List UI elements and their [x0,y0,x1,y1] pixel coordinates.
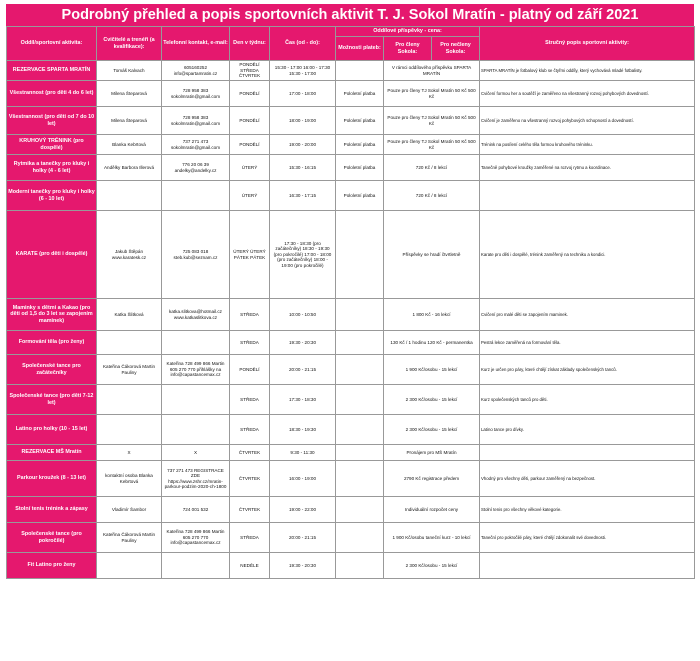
trainer-cell [97,181,162,211]
table-row [7,523,695,553]
fee-cell: Individuální rozpočet ceny [384,497,480,523]
activity-cell: REZERVACE SPARTA MRATÍN [7,61,97,81]
trainer-cell: X [97,445,162,461]
table-row [7,553,695,579]
payment-cell [336,385,384,415]
description-cell: Kurz společenských tanců pro děti. [480,385,695,415]
description-cell [480,445,695,461]
trainer-cell: Kateřina Čákorová Martin Pauliny [97,523,162,553]
description-cell: Karate pro děti i dospělé, trénink zaměřený na techniku a kondici. [480,211,695,299]
activity-cell: REZERVACE MŠ Mratín [7,445,97,461]
day-cell: ČTVRTEK [230,445,270,461]
contact-cell: 737 271 473 REGISTRACE ZDE https://www.zshr.cz/mratin-parkour-podzim-2020-ch-1800 [162,461,230,497]
activity-cell: Rytmika a tanečky pro kluky i holky (4 - 6 let) [7,155,97,181]
activities-table [6,26,695,579]
contact-cell: 728 958 383 sokolmratin@gmail.com [162,81,230,107]
fee-cell: 1 900 Kč/osobu taneční kurz - 10 lekcí [384,523,480,553]
header-time: Čas (od - do): [270,27,336,61]
payment-cell [336,415,384,445]
payment-cell [336,461,384,497]
contact-cell [162,181,230,211]
payment-cell [336,523,384,553]
day-cell: STŘEDA [230,331,270,355]
contact-cell: 605160252 info@spartamratin.cz [162,61,230,81]
header-trainer: Cvičitelé a trenéři (a kvalifikace): [97,27,162,61]
activity-cell: Stolní tenis trénink a zápasy [7,497,97,523]
activity-cell: Všestrannost (pro děti od 7 do 10 let) [7,107,97,135]
trainer-cell: Milena Šteparová [97,107,162,135]
time-cell: 19:30 - 20:30 [270,331,336,355]
description-cell: Latino tance pro dívky. [480,415,695,445]
day-cell: ČTVRTEK [230,461,270,497]
contact-cell [162,415,230,445]
payment-cell [336,299,384,331]
trainer-cell: Andělky Barbora Illerová [97,155,162,181]
time-cell: 19:00 - 22:00 [270,497,336,523]
contact-cell: katka.slitkova@hotmail.cz www.katkaslitkova.cz [162,299,230,331]
contact-cell: 776 20 06 39 andelky@andelky.cz [162,155,230,181]
payment-cell: Pololetní platba [336,81,384,107]
payment-cell [336,497,384,523]
day-cell: STŘEDA [230,299,270,331]
description-cell: Kurz je určen pro páry, které chtějí získat základy společenských tanců. [480,355,695,385]
time-cell: 19:00 - 20:00 [270,135,336,155]
day-cell: ČTVRTEK [230,497,270,523]
trainer-cell: Kateřina Čákorová Martin Pauliny [97,355,162,385]
trainer-cell: Jakub Štěpán www.karatesk.cz [97,211,162,299]
description-cell: Pestrá lekce zaměřená na formování těla. [480,331,695,355]
payment-cell [336,445,384,461]
time-cell: 17:30 - 18:30 [270,385,336,415]
payment-cell [336,211,384,299]
payment-cell [336,355,384,385]
day-cell: ÚTERÝ ÚTERÝ PÁTEK PÁTEK [230,211,270,299]
fee-cell: 2790 Kč registrace předem [384,461,480,497]
day-cell: PONDĚLÍ [230,81,270,107]
activity-cell: KRUHOVÝ TRÉNINK (pro dospělé) [7,135,97,155]
table-row [7,415,695,445]
contact-cell: Kateřina 728 499 866 Martin 605 270 770 přihlášky na info@capastancemax.cz [162,355,230,385]
description-cell: Cvičení je zaměřeno na všestranný rozvoj pohybových schopností a dovedností. [480,107,695,135]
trainer-cell: Tomáš Kalvach [97,61,162,81]
fee-cell: Příspěvky se hradí čtvrtletně [384,211,480,299]
table-row [7,331,695,355]
day-cell: PONDĚLÍ STŘEDA ČTVRTEK [230,61,270,81]
day-cell: PONDĚLÍ [230,355,270,385]
table-row [7,181,695,211]
table-row [7,445,695,461]
contact-cell: 724 001 532 [162,497,230,523]
activity-cell: Společenské tance (pro pokročilé) [7,523,97,553]
contact-cell: X [162,445,230,461]
table-row [7,385,695,415]
trainer-cell: Blanka Kebrtová [97,135,162,155]
trainer-cell: Vladimír Šambor [97,497,162,523]
trainer-cell: Katka Šlitková [97,299,162,331]
activity-cell: KARATE (pro děti i dospělé) [7,211,97,299]
time-cell: 17:30 - 18:30 (pro začátečníky) 18:30 - 19:30 (pro pokročilé) 17:00 - 18:00 (pro začátečníky) 18:00 - 19:00 (pro pokročilé) [270,211,336,299]
day-cell: STŘEDA [230,415,270,445]
time-cell: 16:30 - 17:15 [270,181,336,211]
contact-cell: 737 271 473 sokolmratin@gmail.com [162,135,230,155]
contact-cell: 728 958 383 sokolmratin@gmail.com [162,107,230,135]
payment-cell [336,553,384,579]
day-cell: NEDĚLE [230,553,270,579]
table-row [7,135,695,155]
activity-cell: Společenské tance pro začátečníky [7,355,97,385]
header-fees: Oddílové příspěvky - cena: [336,27,480,37]
header-fee-options: Možnosti plateb: [336,37,384,61]
table-row [7,155,695,181]
header-activity: Oddíl/sportovní aktivita: [7,27,97,61]
table-row [7,81,695,107]
activity-cell: Formování těla (pro ženy) [7,331,97,355]
header-contact: Telefonní kontakt, e-mail: [162,27,230,61]
contact-cell [162,331,230,355]
time-cell: 15:30 - 17:00 16:00 - 17:30 15:30 - 17:00 [270,61,336,81]
activity-cell: Společenské tance (pro děti 7-12 let) [7,385,97,415]
table-row [7,61,695,81]
day-cell: PONDĚLÍ [230,107,270,135]
contact-cell: 725 083 018 steb.kub@seznam.cz [162,211,230,299]
fee-cell: 720 Kč / 8 lekcí [384,155,480,181]
page-title: Podrobný přehled a popis sportovních aktivit T. J. Sokol Mratín - platný od září 2021 [6,4,694,26]
day-cell: ÚTERÝ [230,155,270,181]
table-row [7,299,695,331]
payment-cell [336,331,384,355]
header-description: Stručný popis sportovní aktivity: [480,27,695,61]
payment-cell [336,61,384,81]
header-fee-nonmembers: Pro nečleny Sokola: [432,37,480,61]
time-cell: 20:00 - 21:15 [270,355,336,385]
trainer-cell: Milena Šteparová [97,81,162,107]
description-cell: Tanečně pohybové kroužky zaměřené na rozvoj rytmu a koordinace. [480,155,695,181]
trainer-cell: kontaktní osoba Blanka Kebrtová [97,461,162,497]
description-cell [480,553,695,579]
description-cell: Stolní tenis pro všechny věkové kategorie. [480,497,695,523]
fee-cell: V rámci oddílového příspěvku SPARTA MRATÍN [384,61,480,81]
time-cell: 9:30 - 11:30 [270,445,336,461]
time-cell: 18:30 - 19:30 [270,415,336,445]
description-cell: Trénink na posílení celého těla formou kruhového tréninku. [480,135,695,155]
fee-cell: 1 800 Kč - 16 lekcí [384,299,480,331]
trainer-cell [97,385,162,415]
fee-cell: Pouze pro členy TJ Sokol Mratín 50 Kč 500 Kč [384,135,480,155]
description-cell: Cvičení pro malé děti se zapojením maminek. [480,299,695,331]
header-day: Den v týdnu: [230,27,270,61]
day-cell: ÚTERÝ [230,181,270,211]
fee-cell: 2 300 Kč/osobu - 15 lekcí [384,385,480,415]
description-cell: SPARTA MRATÍN je fotbalový klub se čtyřmi oddíly, který vychovává mladé fotbalisty. [480,61,695,81]
payment-cell: Pololetní platba [336,135,384,155]
description-cell: Taneční pro pokročilé páry, které chtějí zdokonalit své dovednosti. [480,523,695,553]
time-cell: 19:30 - 20:30 [270,553,336,579]
contact-cell [162,553,230,579]
time-cell: 15:30 - 16:15 [270,155,336,181]
fee-cell: Pouze pro členy TJ Sokol Mratín 50 Kč 500 Kč [384,81,480,107]
description-cell: Cvičení formou her a soutěží je zaměřeno na všestranný rozvoj pohybových dovedností. [480,81,695,107]
fee-cell: Pronájem pro MŠ Mratín [384,445,480,461]
time-cell: 10:00 - 10:50 [270,299,336,331]
activity-cell: Latino pro holky (10 - 15 let) [7,415,97,445]
trainer-cell [97,331,162,355]
header-fee-members: Pro členy Sokola: [384,37,432,61]
fee-cell: 1 900 Kč/osobu - 15 lekcí [384,355,480,385]
time-cell: 17:00 - 18:00 [270,81,336,107]
table-row [7,211,695,299]
time-cell: 16:00 - 19:00 [270,461,336,497]
activity-cell: Moderní tanečky pro kluky i holky (6 - 10 let) [7,181,97,211]
table-row [7,497,695,523]
activity-cell: Maminky s dětmi a Kakao (pro děti od 1,5 do 3 let se zapojením maminek) [7,299,97,331]
day-cell: PONDĚLÍ [230,135,270,155]
time-cell: 20:00 - 21:15 [270,523,336,553]
activity-cell: Fit Latino pro ženy [7,553,97,579]
trainer-cell [97,415,162,445]
fee-cell: Pouze pro členy TJ Sokol Mratín 50 Kč 500 Kč [384,107,480,135]
table-row [7,107,695,135]
table-row [7,461,695,497]
contact-cell [162,385,230,415]
activity-cell: Parkour kroužek (8 - 13 let) [7,461,97,497]
description-cell: Vhodný pro všechny děti, parkour zaměřený na bezpečnost. [480,461,695,497]
fee-cell: 130 Kč / 1 hodinu 120 Kč - permanentka [384,331,480,355]
fee-cell: 720 Kč / 8 lekcí [384,181,480,211]
contact-cell: Kateřina 728 499 866 Martin 605 270 770 info@capastancemax.cz [162,523,230,553]
day-cell: STŘEDA [230,523,270,553]
activity-cell: Všestrannost (pro děti 4 do 6 let) [7,81,97,107]
fee-cell: 2 300 Kč/osobu - 15 lekcí [384,553,480,579]
description-cell [480,181,695,211]
trainer-cell [97,553,162,579]
payment-cell: Pololetní platba [336,107,384,135]
fee-cell: 2 300 Kč/osobu - 15 lekcí [384,415,480,445]
day-cell: STŘEDA [230,385,270,415]
payment-cell: Pololetní platba [336,155,384,181]
payment-cell: Pololetní platba [336,181,384,211]
time-cell: 18:00 - 19:00 [270,107,336,135]
table-row [7,355,695,385]
table-body [7,61,695,579]
